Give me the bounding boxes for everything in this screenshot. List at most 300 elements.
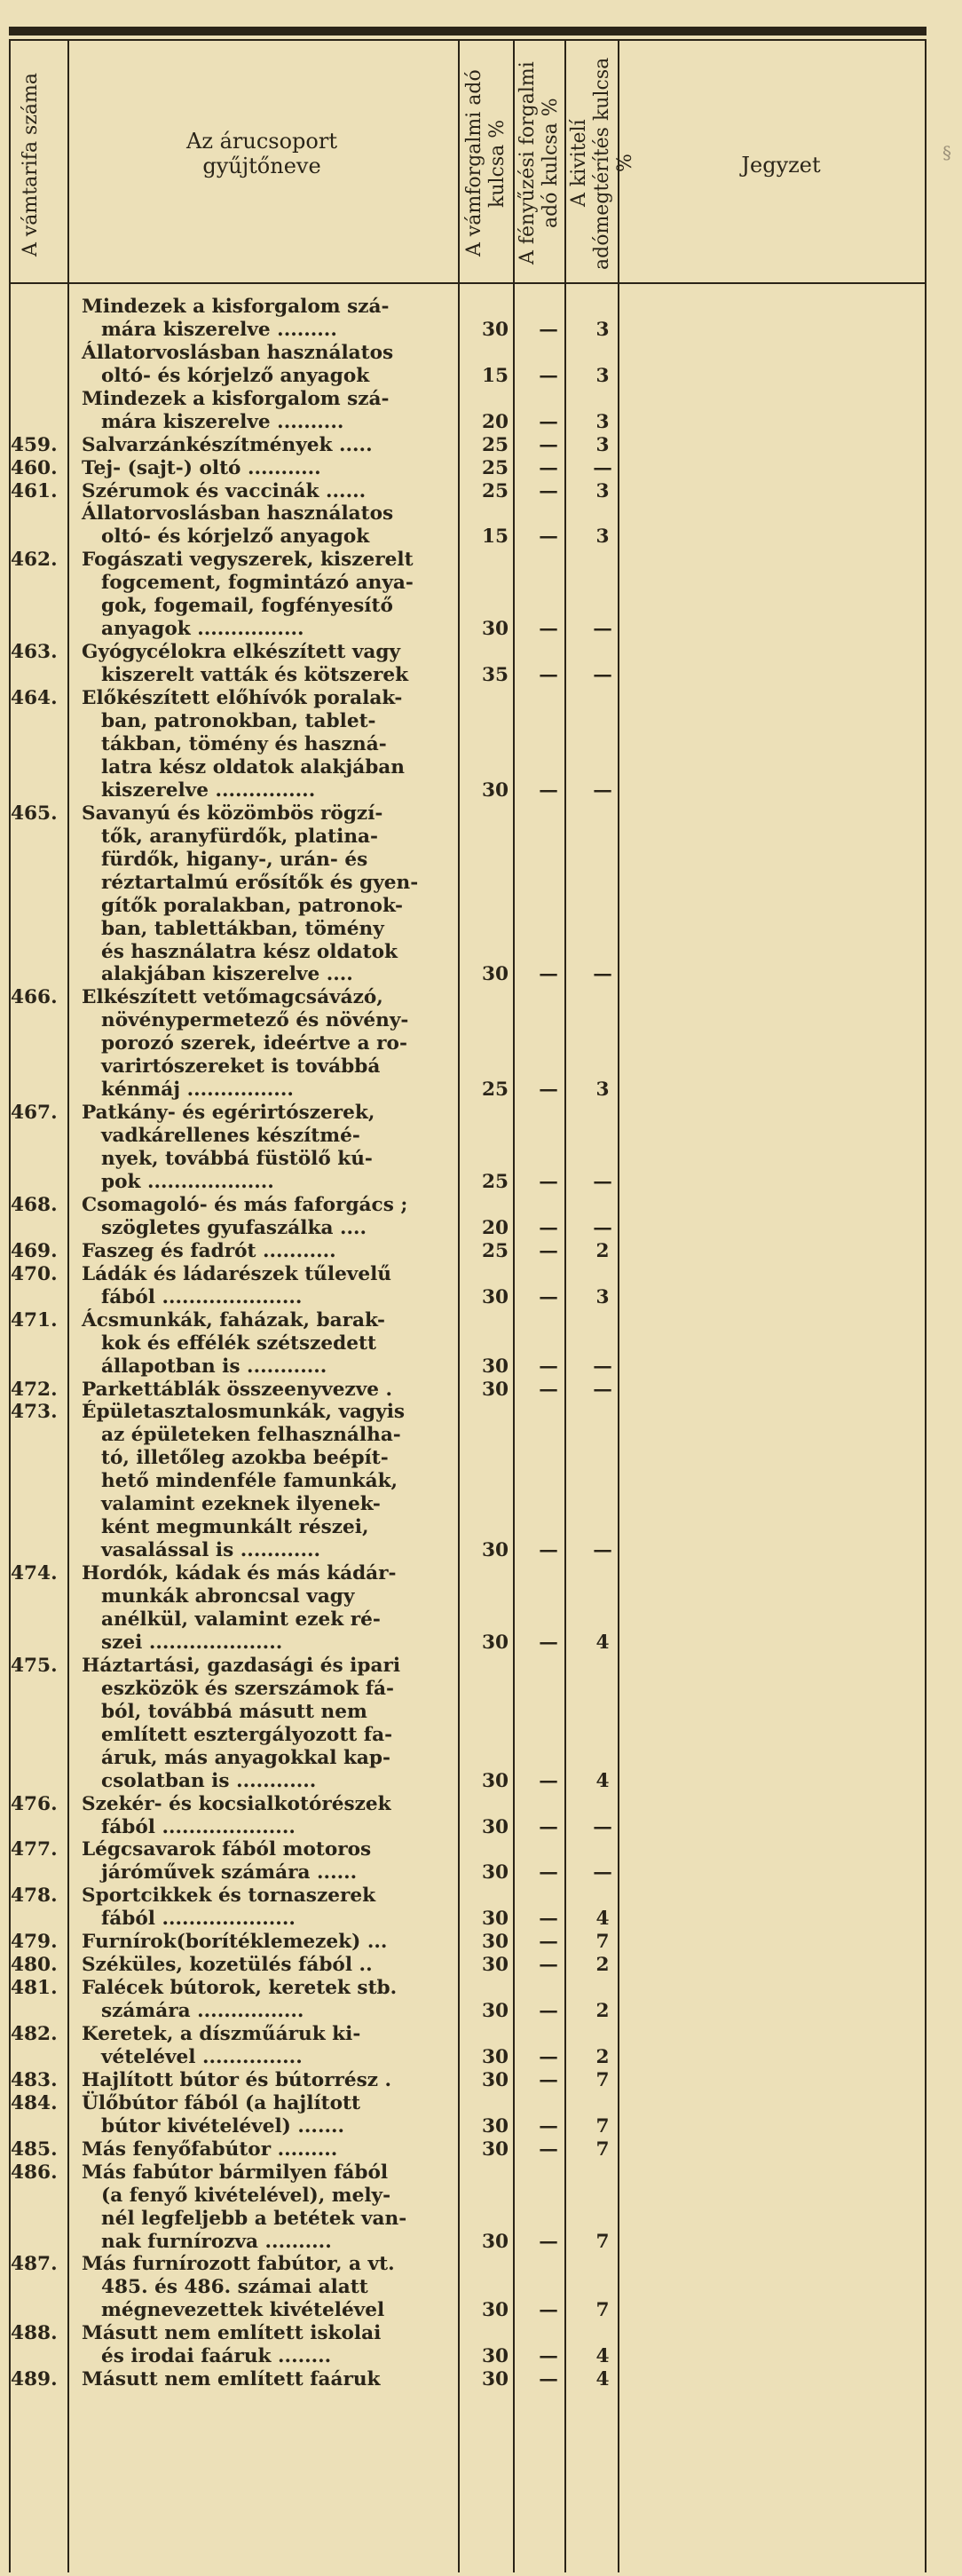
item-description <box>82 480 459 503</box>
rate-kiviteli: — <box>593 963 612 986</box>
rate-kiviteli: — <box>593 664 612 687</box>
rate-kiviteli: 2 <box>595 2045 610 2068</box>
item-description <box>82 1401 459 1562</box>
rate-kiviteli: 7 <box>595 2114 610 2137</box>
rate-fenyuzesi: — <box>539 1079 558 1102</box>
rate-vamforgalmi: 30 <box>481 2137 509 2161</box>
item-description <box>82 434 459 457</box>
description-line: fából .................... <box>101 1908 296 1931</box>
item-description <box>82 342 459 388</box>
description-line: Mindezek a kisforgalom szá- <box>82 387 390 410</box>
table-row <box>11 2322 925 2368</box>
rate-kiviteli: — <box>593 1171 612 1193</box>
rate-kiviteli: — <box>593 1861 612 1885</box>
item-description <box>82 2023 459 2069</box>
margin-mark: § <box>942 142 951 163</box>
rate-vamforgalmi: 25 <box>481 433 509 456</box>
description-line: (a fenyő kivételével), mely- <box>101 2184 391 2207</box>
table-row <box>11 802 925 987</box>
description-line: szögletes gyufaszálka .... <box>101 1216 367 1239</box>
tariff-table-body <box>11 296 925 2391</box>
rate-kiviteli: 2 <box>595 2000 610 2023</box>
description-line: ból, továbbá másutt nem <box>101 1700 367 1723</box>
tariff-number: 461. <box>11 479 58 502</box>
rate-fenyuzesi: — <box>539 2299 558 2322</box>
item-description <box>82 549 459 641</box>
rate-fenyuzesi: — <box>539 433 558 456</box>
rate-kiviteli: 3 <box>595 433 610 456</box>
rate-vamforgalmi: 30 <box>481 1355 509 1378</box>
description-line: mára kiszerelve ......... <box>101 318 337 341</box>
rate-fenyuzesi: — <box>539 456 558 479</box>
table-row <box>11 296 925 342</box>
description-line: munkák abroncsal vagy <box>101 1585 355 1608</box>
item-description <box>82 457 459 480</box>
rate-vamforgalmi: 20 <box>481 410 509 433</box>
tariff-number: 479. <box>11 1931 58 1954</box>
rate-fenyuzesi: — <box>539 2000 558 2023</box>
table-row <box>11 1194 925 1240</box>
rate-vamforgalmi: 30 <box>481 1861 509 1885</box>
rate-vamforgalmi: 25 <box>481 1239 509 1262</box>
description-line: Állatorvoslásban használatos <box>82 502 394 525</box>
rate-fenyuzesi: — <box>539 1931 558 1954</box>
item-description <box>82 502 459 549</box>
item-description <box>82 1194 459 1240</box>
header-rule <box>9 282 927 284</box>
description-line: kiszerelve ............... <box>101 778 316 802</box>
description-line: Mindezek a kisforgalom szá- <box>82 296 390 318</box>
rate-fenyuzesi: — <box>539 318 558 341</box>
item-description <box>82 687 459 802</box>
description-line: nyek, továbbá füstölő kú- <box>101 1148 373 1171</box>
rate-kiviteli: 7 <box>595 1931 610 1954</box>
table-row <box>11 2161 925 2254</box>
item-description <box>82 986 459 1102</box>
rate-vamforgalmi: 30 <box>481 318 509 341</box>
tariff-number: 473. <box>11 1401 58 1424</box>
table-row <box>11 434 925 457</box>
tariff-number: 474. <box>11 1562 58 1585</box>
item-description <box>82 1977 459 2023</box>
tariff-number: 463. <box>11 641 58 664</box>
table-row <box>11 1655 925 1793</box>
description-line: 485. és 486. számai alatt <box>101 2276 368 2299</box>
rate-kiviteli: 7 <box>595 2230 610 2253</box>
item-description <box>82 2069 459 2092</box>
table-row <box>11 2023 925 2069</box>
rate-fenyuzesi: — <box>539 2114 558 2137</box>
rate-fenyuzesi: — <box>539 963 558 986</box>
table-row <box>11 480 925 503</box>
rate-vamforgalmi: 30 <box>481 963 509 986</box>
rate-fenyuzesi: — <box>539 1355 558 1378</box>
rate-vamforgalmi: 30 <box>481 1769 509 1792</box>
rate-kiviteli: 3 <box>595 525 610 549</box>
rate-vamforgalmi: 30 <box>481 1908 509 1931</box>
tariff-number: 477. <box>11 1838 58 1861</box>
tariff-number: 488. <box>11 2322 58 2345</box>
rate-fenyuzesi: — <box>539 479 558 502</box>
description-line: említett esztergályozott fa- <box>101 1723 393 1746</box>
rate-fenyuzesi: — <box>539 364 558 387</box>
table-row <box>11 1102 925 1194</box>
description-line: Szekér- és kocsialkotórészek <box>82 1792 391 1815</box>
tariff-number: 460. <box>11 456 58 479</box>
header-col-note: Jegyzet <box>741 153 821 178</box>
table-row <box>11 986 925 1102</box>
description-line: állapotban is ............ <box>101 1355 327 1378</box>
rate-vamforgalmi: 30 <box>481 618 509 641</box>
rate-fenyuzesi: — <box>539 1539 558 1562</box>
rate-fenyuzesi: — <box>539 2368 558 2391</box>
description-line: Tej- (sajt-) oltó ........... <box>82 456 321 479</box>
rate-kiviteli: — <box>593 778 612 802</box>
rate-kiviteli: 3 <box>595 1079 610 1102</box>
item-description <box>82 2253 459 2322</box>
tariff-number: 481. <box>11 1977 58 2000</box>
rate-kiviteli: 4 <box>595 1631 610 1654</box>
rate-kiviteli: 7 <box>595 2299 610 2322</box>
rate-vamforgalmi: 35 <box>481 664 509 687</box>
table-row <box>11 1562 925 1655</box>
tariff-number: 485. <box>11 2137 58 2161</box>
rate-fenyuzesi: — <box>539 1954 558 1977</box>
rate-kiviteli: 3 <box>595 364 610 387</box>
tariff-number: 465. <box>11 802 58 825</box>
item-description <box>82 641 459 687</box>
rate-vamforgalmi: 30 <box>481 2368 509 2391</box>
description-line: porozó szerek, ideértve a ro- <box>101 1032 407 1055</box>
description-line: oltó- és kórjelző anyagok <box>101 364 370 387</box>
table-row <box>11 2092 925 2138</box>
tariff-number: 489. <box>11 2368 58 2391</box>
item-description <box>82 1562 459 1655</box>
header-col-number: A vámtarifa száma <box>20 72 42 257</box>
rate-kiviteli: 4 <box>595 1908 610 1931</box>
item-description <box>82 1102 459 1194</box>
description-line: vadkárellenes készítmé- <box>101 1125 360 1148</box>
rate-vamforgalmi: 30 <box>481 2345 509 2368</box>
rate-vamforgalmi: 30 <box>481 778 509 802</box>
rate-fenyuzesi: — <box>539 1378 558 1401</box>
rate-kiviteli: 3 <box>595 410 610 433</box>
rate-fenyuzesi: — <box>539 525 558 549</box>
description-line: Ülőbútor fából (a hajlított <box>82 2091 360 2114</box>
table-row <box>11 342 925 388</box>
rate-kiviteli: — <box>593 1216 612 1239</box>
rate-fenyuzesi: — <box>539 2230 558 2253</box>
description-line: valamint ezeknek ilyenek- <box>101 1493 381 1516</box>
description-line: latra kész oldatok alakjában <box>101 755 405 778</box>
rate-vamforgalmi: 25 <box>481 456 509 479</box>
rate-fenyuzesi: — <box>539 1769 558 1792</box>
rate-kiviteli: 4 <box>595 2345 610 2368</box>
description-line: Fogászati vegyszerek, kiszerelt <box>82 549 414 572</box>
table-row <box>11 2069 925 2092</box>
rate-fenyuzesi: — <box>539 2137 558 2161</box>
description-line: fából ..................... <box>101 1285 303 1308</box>
item-description <box>82 1954 459 1977</box>
rate-fenyuzesi: — <box>539 618 558 641</box>
tariff-number: 487. <box>11 2253 58 2276</box>
rate-vamforgalmi: 30 <box>481 2230 509 2253</box>
description-line: Szérumok és vaccinák ...... <box>82 479 367 502</box>
item-description <box>82 802 459 987</box>
description-line: és irodai faáruk ........ <box>101 2345 332 2368</box>
description-line: gítők poralakban, patronok- <box>101 894 404 917</box>
description-line: eszközök és szerszámok fá- <box>101 1677 395 1700</box>
rate-kiviteli: 7 <box>595 2137 610 2161</box>
description-line: fürdők, higany-, urán- és <box>101 848 368 871</box>
description-line: Ácsmunkák, faházak, barak- <box>82 1308 385 1331</box>
rate-vamforgalmi: 30 <box>481 1378 509 1401</box>
description-line: mára kiszerelve .......... <box>101 410 344 433</box>
rate-vamforgalmi: 30 <box>481 2000 509 2023</box>
rate-fenyuzesi: — <box>539 1815 558 1838</box>
description-line: az épületeken felhasználha- <box>101 1424 401 1447</box>
rate-kiviteli: — <box>593 456 612 479</box>
item-description <box>82 2161 459 2254</box>
tariff-number: 468. <box>11 1193 58 1216</box>
rate-kiviteli: — <box>593 1815 612 1838</box>
item-description <box>82 2138 459 2161</box>
description-line: Másutt nem említett faáruk <box>82 2368 381 2391</box>
description-line: vasalással is ............ <box>101 1539 320 1562</box>
rate-vamforgalmi: 25 <box>481 479 509 502</box>
rate-kiviteli: 3 <box>595 1285 610 1308</box>
item-description <box>82 2092 459 2138</box>
rate-fenyuzesi: — <box>539 1861 558 1885</box>
item-description <box>82 1240 459 1263</box>
item-description <box>82 1793 459 1839</box>
rate-kiviteli: 2 <box>595 1954 610 1977</box>
description-line: Más fabútor bármilyen fából <box>82 2161 389 2184</box>
table-row <box>11 1240 925 1263</box>
description-line: fogcement, fogmintázó anya- <box>101 572 414 595</box>
description-line: gok, fogemail, fogfényesítő <box>101 595 393 618</box>
description-line: Sportcikkek és tornaszerek <box>82 1885 376 1908</box>
rate-vamforgalmi: 30 <box>481 1539 509 1562</box>
description-line: Gyógycélokra elkészített vagy <box>82 641 401 664</box>
header-col-rate2: A fényűzési forgalmi adó kulcsa % <box>516 61 562 265</box>
description-line: Hordók, kádak és más kádár- <box>82 1562 397 1585</box>
rate-fenyuzesi: — <box>539 664 558 687</box>
description-line: tők, aranyfürdők, platina- <box>101 825 378 848</box>
description-line: tó, illetőleg azokba beépít- <box>101 1447 389 1470</box>
description-line: anélkül, valamint ezek ré- <box>101 1608 381 1631</box>
header-col-name-line2: gyűjtőneve <box>202 154 321 178</box>
item-description <box>82 2322 459 2368</box>
tariff-number: 476. <box>11 1792 58 1815</box>
rate-fenyuzesi: — <box>539 2345 558 2368</box>
table-row <box>11 641 925 687</box>
rate-vamforgalmi: 30 <box>481 1931 509 1954</box>
description-line: Állatorvoslásban használatos <box>82 341 394 364</box>
header-col-name-line1: Az árucsoport <box>186 129 337 154</box>
table-row <box>11 502 925 549</box>
description-line: anyagok ................ <box>101 618 304 641</box>
item-description <box>82 1379 459 1402</box>
item-description <box>82 1931 459 1954</box>
description-line: vételével ............... <box>101 2045 303 2068</box>
description-line: Épületasztalosmunkák, vagyis <box>82 1401 406 1424</box>
description-line: Előkészített előhívók poralak- <box>82 687 403 710</box>
rate-vamforgalmi: 20 <box>481 1216 509 1239</box>
table-row <box>11 1309 925 1379</box>
tariff-number: 466. <box>11 986 58 1009</box>
description-line: Ládák és ládarészek tűlevelű <box>82 1262 392 1285</box>
rate-fenyuzesi: — <box>539 778 558 802</box>
description-line: kénmáj ................ <box>101 1079 294 1102</box>
rate-kiviteli: 3 <box>595 318 610 341</box>
description-line: Furnírok(borítéklemezek) ... <box>82 1931 388 1954</box>
rate-vamforgalmi: 30 <box>481 2045 509 2068</box>
description-line: Csomagoló- és más faforgács ; <box>82 1193 408 1216</box>
tariff-number: 480. <box>11 1954 58 1977</box>
table-row <box>11 1838 925 1885</box>
item-description <box>82 1655 459 1793</box>
rate-vamforgalmi: 30 <box>481 2299 509 2322</box>
rate-vamforgalmi: 30 <box>481 1815 509 1838</box>
table-row <box>11 1885 925 1931</box>
description-line: Keretek, a díszműáruk ki- <box>82 2023 361 2046</box>
table-row <box>11 1401 925 1562</box>
table-row <box>11 2253 925 2322</box>
top-rule <box>9 27 927 36</box>
description-line: áruk, más anyagokkal kap- <box>101 1746 390 1769</box>
description-line: bútor kivételével) ....... <box>101 2114 345 2137</box>
description-line: Másutt nem említett iskolai <box>82 2322 382 2345</box>
item-description <box>82 388 459 434</box>
column-rule <box>925 41 927 2572</box>
description-line: Háztartási, gazdasági és ipari <box>82 1654 401 1677</box>
table-row <box>11 2138 925 2161</box>
tariff-number: 464. <box>11 687 58 710</box>
tariff-number: 483. <box>11 2068 58 2091</box>
description-line: Más fenyőfabútor ......... <box>82 2137 338 2161</box>
description-line: ban, tablettákban, tömény <box>101 917 384 940</box>
description-line: Patkány- és egérirtószerek, <box>82 1102 375 1125</box>
description-line: növénypermetező és növény- <box>101 1009 409 1032</box>
description-line: és használatra kész oldatok <box>101 940 398 963</box>
description-line: Elkészített vetőmagcsávázó, <box>82 986 383 1009</box>
description-line: hető mindenféle famunkák, <box>101 1470 398 1493</box>
description-line: Más furnírozott fabútor, a vt. <box>82 2253 395 2276</box>
description-line: ként megmunkált részei, <box>101 1516 369 1539</box>
table-row <box>11 1263 925 1309</box>
table-row <box>11 1931 925 1954</box>
tariff-number: 472. <box>11 1378 58 1401</box>
header-col-rate3: A kivitelí adómegtérítés kulcsa % <box>568 57 636 270</box>
description-line: tákban, tömény és haszná- <box>101 732 387 755</box>
description-line: Faszeg és fadrót ........... <box>82 1239 336 1262</box>
item-description <box>82 296 459 342</box>
table-row <box>11 549 925 641</box>
tariff-number: 486. <box>11 2161 58 2184</box>
rate-kiviteli: 3 <box>595 479 610 502</box>
rate-vamforgalmi: 15 <box>481 364 509 387</box>
description-line: Falécek bútorok, keretek stb. <box>82 1977 398 2000</box>
description-line: Légcsavarok fából motoros <box>82 1838 372 1861</box>
tariff-number: 478. <box>11 1885 58 1908</box>
top-rule-thin <box>9 39 927 41</box>
tariff-number: 470. <box>11 1262 58 1285</box>
description-line: pok ................... <box>101 1171 274 1194</box>
description-line: varirtószereket is továbbá <box>101 1055 381 1079</box>
item-description <box>82 1885 459 1931</box>
tariff-number: 469. <box>11 1239 58 1262</box>
rate-kiviteli: 2 <box>595 1239 610 1262</box>
tariff-number: 475. <box>11 1654 58 1677</box>
rate-fenyuzesi: — <box>539 1908 558 1931</box>
rate-vamforgalmi: 30 <box>481 1954 509 1977</box>
description-line: Savanyú és közömbös rögzí- <box>82 802 383 825</box>
item-description <box>82 1309 459 1379</box>
description-line: alakjában kiszerelve .... <box>101 963 353 986</box>
rate-vamforgalmi: 25 <box>481 1171 509 1193</box>
rate-kiviteli: — <box>593 1378 612 1401</box>
tariff-number: 467. <box>11 1102 58 1125</box>
description-line: réztartalmú erősítők és gyen- <box>101 871 419 894</box>
tariff-number: 482. <box>11 2023 58 2046</box>
rate-vamforgalmi: 30 <box>481 2114 509 2137</box>
tariff-number: 484. <box>11 2091 58 2114</box>
rate-kiviteli: — <box>593 1355 612 1378</box>
header-col-rate1: A vámforgalmi adó kulcsa % <box>463 69 509 257</box>
rate-kiviteli: — <box>593 1539 612 1562</box>
description-line: szei .................... <box>101 1631 283 1654</box>
table-row <box>11 687 925 802</box>
rate-vamforgalmi: 15 <box>481 525 509 549</box>
description-line: Salvarzánkészítmények ..... <box>82 433 373 456</box>
rate-fenyuzesi: — <box>539 410 558 433</box>
rate-fenyuzesi: — <box>539 2045 558 2068</box>
table-row <box>11 1793 925 1839</box>
description-line: Hajlított bútor és bútorrész . <box>82 2068 392 2091</box>
rate-vamforgalmi: 30 <box>481 2068 509 2091</box>
item-description <box>82 1838 459 1885</box>
table-row <box>11 2368 925 2391</box>
rate-vamforgalmi: 30 <box>481 1631 509 1654</box>
description-line: számára ................ <box>101 2000 304 2023</box>
table-row <box>11 457 925 480</box>
rate-kiviteli: 4 <box>595 2368 610 2391</box>
rate-kiviteli: — <box>593 618 612 641</box>
table-row <box>11 1954 925 1977</box>
tariff-number: 471. <box>11 1308 58 1331</box>
rate-fenyuzesi: — <box>539 1216 558 1239</box>
description-line: oltó- és kórjelző anyagok <box>101 525 370 549</box>
table-row <box>11 1379 925 1402</box>
tariff-number: 462. <box>11 549 58 572</box>
rate-fenyuzesi: — <box>539 2068 558 2091</box>
rate-fenyuzesi: — <box>539 1631 558 1654</box>
rate-kiviteli: 7 <box>595 2068 610 2091</box>
rate-fenyuzesi: — <box>539 1285 558 1308</box>
rate-fenyuzesi: — <box>539 1239 558 1262</box>
rate-fenyuzesi: — <box>539 1171 558 1193</box>
description-line: kok és effélék szétszedett <box>101 1331 376 1355</box>
item-description <box>82 1263 459 1309</box>
description-line: ban, patronokban, tablet- <box>101 710 376 733</box>
table-row <box>11 388 925 434</box>
description-line: Széküles, kozetülés fából .. <box>82 1954 373 1977</box>
description-line: Parkettáblák összeenyvezve . <box>82 1378 393 1401</box>
header-col-name <box>106 129 417 178</box>
table-row <box>11 1977 925 2023</box>
description-line: csolatban is ............ <box>101 1769 317 1792</box>
